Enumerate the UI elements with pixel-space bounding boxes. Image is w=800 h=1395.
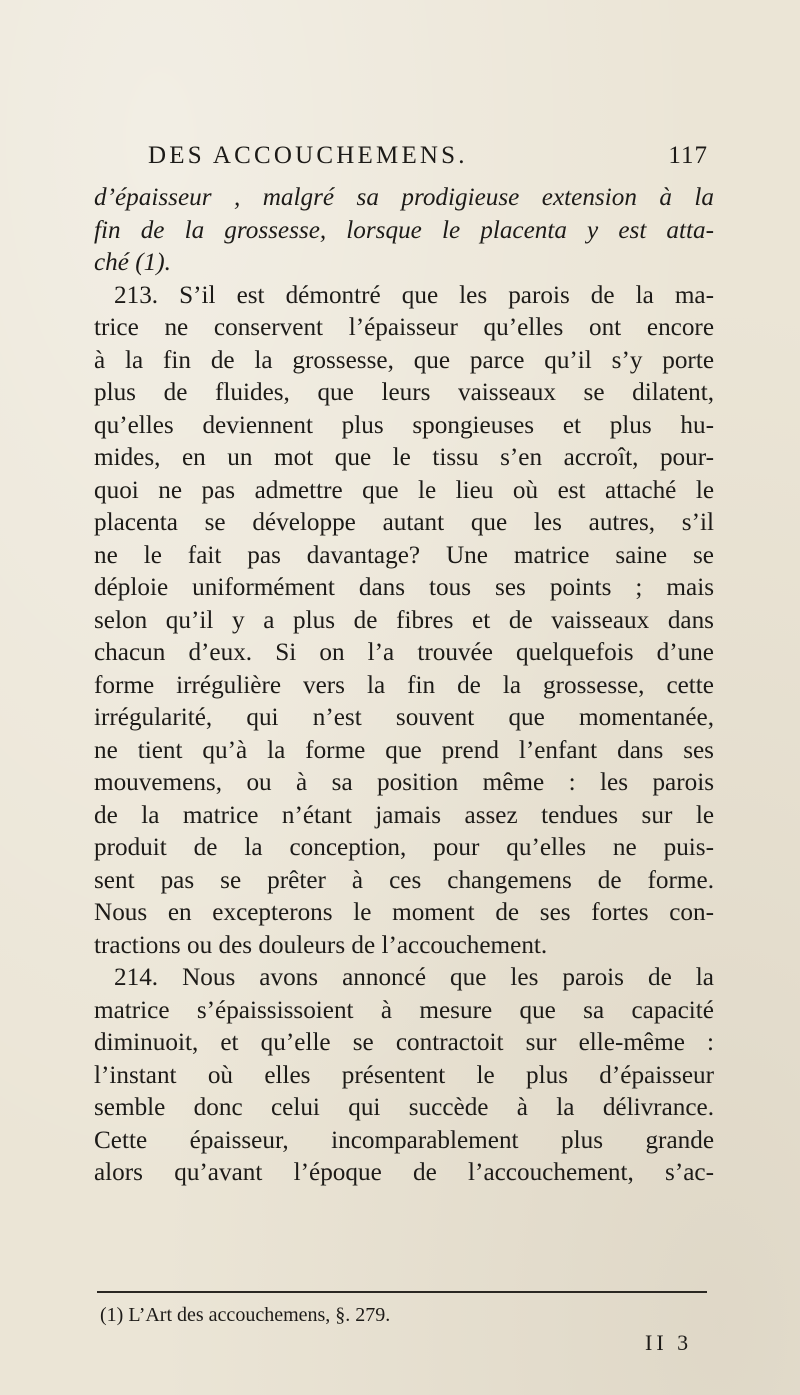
text-line: forme irrégulière vers la fin de la grossesse, cette <box>94 671 714 699</box>
text-line: ne le fait pas davantage? Une matrice saine se <box>94 541 714 569</box>
footnote: (1) L’Art des accouchemens, §. 279. <box>100 1304 391 1326</box>
body-text <box>94 182 714 1190</box>
text-line: l’instant où elles présentent le plus d’épaisseur <box>94 1061 714 1089</box>
text-line: tractions ou des douleurs de l’accouchement. <box>94 931 548 959</box>
text-line: trice ne conservent l’épaisseur qu’elles ont encore <box>94 314 714 341</box>
text-line: d’épaisseur , malgré sa prodigieuse extension à la <box>94 184 714 211</box>
text-line: de la matrice n’étant jamais assez tendues sur le <box>94 801 714 829</box>
text-line: quoi ne pas admettre que le lieu où est attaché le <box>94 476 714 504</box>
text-line: selon qu’il y a plus de fibres et de vaisseaux dans <box>94 606 714 634</box>
page-number: 117 <box>668 142 708 169</box>
text-line: 214. Nous avons annoncé que les parois de la <box>114 964 714 991</box>
text-line: fin de la grossesse, lorsque le placenta y est atta- <box>94 216 714 244</box>
text-line: à la fin de la grossesse, que parce qu’il s’y porte <box>94 346 714 374</box>
footnote-rule <box>97 1291 707 1293</box>
text-line: sent pas se prêter à ces changemens de forme. <box>94 866 714 894</box>
text-line: Cette épaisseur, incomparablement plus grande <box>94 1126 714 1154</box>
text-line: produit de la conception, pour qu’elles ne puis- <box>94 834 714 861</box>
text-line: ché (1). <box>94 249 171 276</box>
text-line: diminuoit, et qu’elle se contractoit sur elle-même : <box>94 1029 714 1056</box>
text-line: Nous en excepterons le moment de ses fortes con- <box>94 899 714 926</box>
text-line: chacun d’eux. Si on l’a trouvée quelquefois d’une <box>94 639 714 666</box>
text-line: plus de fluides, que leurs vaisseaux se dilatent, <box>94 379 714 406</box>
page-header <box>148 142 708 176</box>
text-line: déploie uniformément dans tous ses points ; mais <box>94 574 714 601</box>
running-head: DES ACCOUCHEMENS. <box>148 142 468 169</box>
text-line: mouvemens, ou à sa position même : les parois <box>94 769 714 796</box>
text-line: semble donc celui qui succède à la délivrance. <box>94 1094 714 1121</box>
text-line: 213. S’il est démontré que les parois de la ma- <box>114 281 714 309</box>
text-line: mides, en un mot que le tissu s’en accroît, pour- <box>94 444 714 471</box>
text-line: alors qu’avant l’époque de l’accouchement, s’ac- <box>94 1159 714 1186</box>
text-line: placenta se développe autant que les autres, s’il <box>94 509 714 536</box>
text-line: matrice s’épaississoient à mesure que sa capacité <box>94 996 714 1024</box>
text-line: irrégularité, qui n’est souvent que momentanée, <box>94 704 714 731</box>
text-line: ne tient qu’à la forme que prend l’enfant dans ses <box>94 736 714 764</box>
text-line: qu’elles deviennent plus spongieuses et plus hu- <box>94 411 714 439</box>
signature-mark: II 3 <box>645 1330 693 1355</box>
